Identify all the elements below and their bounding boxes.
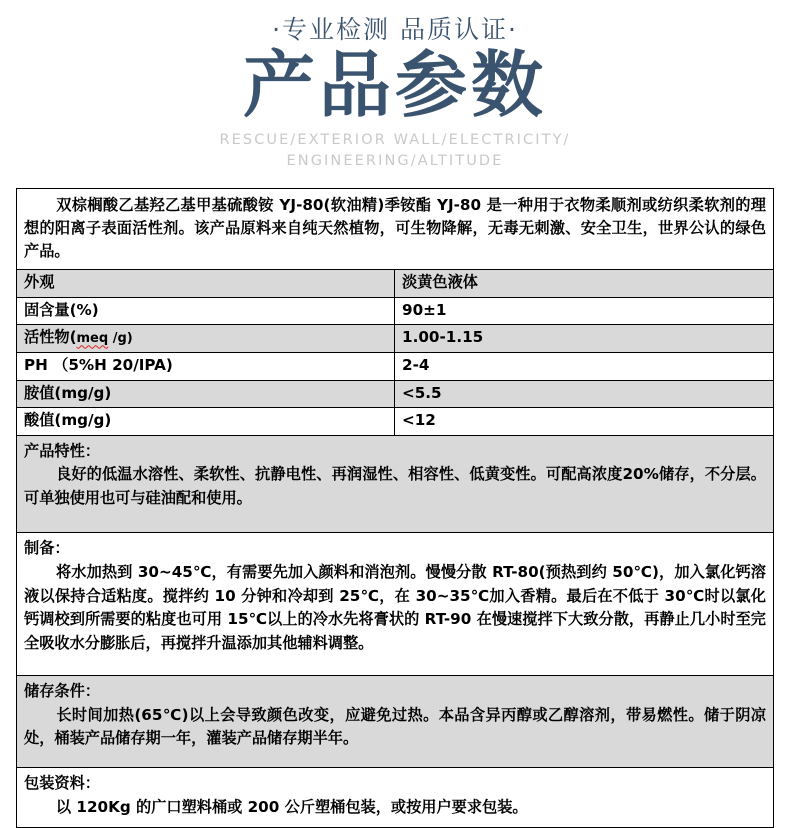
page-header [0, 0, 790, 172]
section-content [17, 676, 773, 767]
header-subtitle-line-2: ENGINEERING/ALTITUDE [286, 153, 504, 170]
spec-key-misspelled-unit: meq [76, 331, 109, 347]
spec-sheet [16, 188, 774, 828]
table-row [17, 381, 773, 409]
spec-key-suffix: /g) [108, 331, 133, 347]
product-intro-text [17, 189, 773, 269]
spec-value: 2-4 [402, 356, 430, 375]
page-title: 产品参数 [242, 43, 547, 128]
intro-row [17, 189, 773, 270]
header-eyebrow: ·专业检测 品质认证· [272, 15, 518, 44]
spec-key: 外观 [17, 270, 395, 297]
spec-key: PH （5%H 20/IPA) [17, 353, 395, 380]
spec-value: <12 [402, 411, 436, 430]
section-content [17, 436, 773, 533]
section-storage-conditions [17, 676, 773, 768]
section-title: 制备： [24, 539, 70, 558]
table-row [17, 353, 773, 381]
table-row [17, 408, 773, 436]
section-body [24, 463, 766, 510]
spec-key: 固含量(%) [17, 298, 395, 325]
section-body [24, 704, 766, 751]
table-row [17, 270, 773, 298]
header-subtitle-line-1: RESCUE/EXTERIOR WALL/ELECTRICITY/ [219, 132, 571, 148]
section-body-text: 将水加热到 30~45℃，有需要先加入颜料和消泡剂。慢慢分散 RT-80(预热到约 50℃)，加入氯化钙溶液以保持合适粘度。搅拌约 10 分钟和冷却到 25℃，在 30~35℃加入香精。最后在不低于 30℃时以氯化钙调校到所需要的粘度也可用 15℃以上的冷水先将膏状的 RT-90 在慢速搅拌下大致分散，再静止几小时至完全吸收水分膨胀后，再搅拌升温添加其他辅料调整。 [24, 563, 766, 652]
intro-body: 双棕榈酸乙基羟乙基甲基硫酸铵 YJ-80(软油精)季铵酯 YJ-80 是一种用于衣物柔顺剂或纺织柔软剂的理想的阳离子表面活性剂。该产品原料来自纯天然植物，可生物降解，无毒无刺激、安全卫生，世界公认的绿色产品。 [24, 196, 766, 261]
section-content [17, 533, 773, 675]
section-preparation [17, 533, 773, 676]
spec-value: 1.00-1.15 [402, 328, 484, 347]
table-row [17, 325, 773, 353]
section-body-text: 以 120Kg 的广口塑料桶或 200 公斤塑桶包装，或按用户要求包装。 [55, 797, 528, 816]
table-row [17, 298, 773, 326]
section-title: 包装资料： [24, 773, 100, 792]
section-body [24, 796, 766, 820]
header-subtitle [0, 130, 790, 172]
section-body-text: 长时间加热(65℃)以上会导致颜色改变，应避免过热。本品含异丙醇或乙醇溶剂，带易燃性。储于阴凉处，桶装产品储存期一年，灌装产品储存期半年。 [24, 705, 766, 748]
spec-key: 胺值(mg/g) [17, 381, 395, 408]
spec-value: <5.5 [402, 383, 442, 402]
section-title: 储存条件： [24, 682, 100, 701]
section-content [17, 768, 773, 827]
spec-key-prefix: 活性物( [24, 328, 77, 347]
spec-value: 90±1 [402, 300, 447, 319]
spec-value: 淡黄色液体 [402, 273, 478, 292]
section-title: 产品特性： [24, 441, 100, 460]
spec-key [17, 325, 395, 352]
section-body [24, 561, 766, 655]
section-body-text: 良好的低温水溶性、柔软性、抗静电性、再润湿性、相容性、低黄变性。可配高浓度20%储存，不分层。可单独使用也可与硅油配和使用。 [24, 465, 766, 507]
section-packaging [17, 768, 773, 827]
section-product-features [17, 436, 773, 534]
spec-key: 酸值(mg/g) [17, 408, 395, 435]
